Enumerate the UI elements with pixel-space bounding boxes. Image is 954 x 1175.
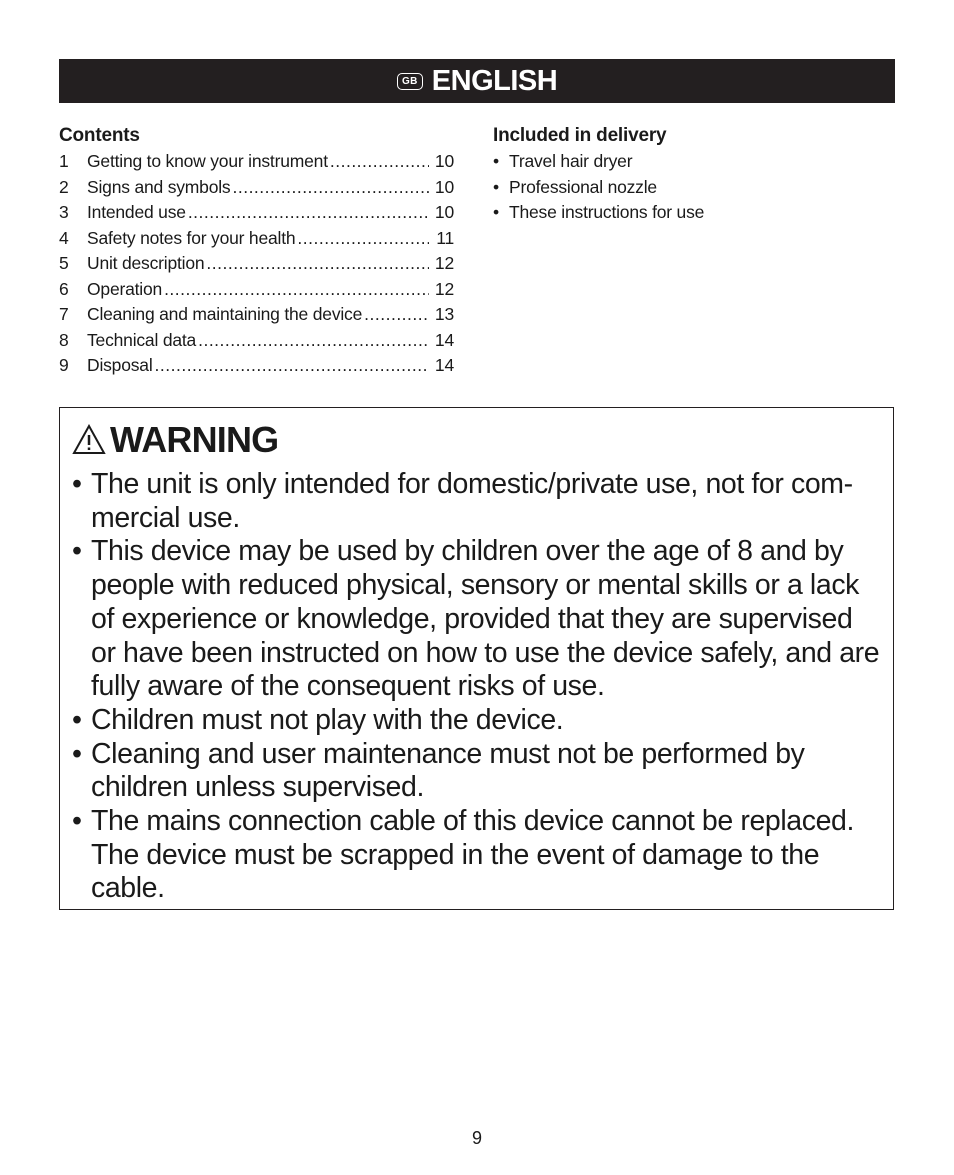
toc-item-label: Operation [87,278,163,299]
toc-item [59,175,454,201]
table-of-contents [59,123,454,379]
toc-item-page: 12 [434,253,454,273]
bullet-icon: • [72,805,82,838]
toc-leader-dots [297,226,429,252]
language-badge: GB [397,73,423,90]
toc-item-page: 14 [434,355,454,375]
toc-item-label: Getting to know your instrument [87,151,328,171]
bullet-icon: • [72,535,82,568]
warning-item [72,805,884,906]
toc-item-page: 10 [434,176,454,197]
toc-item-label: Disposal [87,355,153,375]
warning-triangle-icon [72,424,106,456]
toc-item-number: 8 [59,329,69,350]
toc-item-label: Intended use [87,202,186,222]
toc-leader-dots [364,302,429,328]
toc-item-number: 3 [59,202,69,222]
toc-item [59,200,454,226]
toc-leader-dots [155,353,429,379]
toc-item-page: 11 [436,227,454,248]
warning-list [72,468,884,906]
toc-item-page: 10 [434,202,454,222]
toc-item-page: 10 [434,151,454,171]
warning-item [72,535,884,704]
toc-item-label: Safety notes for your health [87,227,296,248]
toc-leader-dots [232,175,429,201]
toc-leader-dots [206,251,429,277]
warning-item [72,738,884,805]
toc-leader-dots [330,149,429,175]
toc-leader-dots [188,200,429,226]
warning-item-text: The unit is only intended for domestic/private use, not for com-mercial use. [91,468,853,534]
toc-item-number: 9 [59,355,69,375]
toc-item [59,328,454,354]
bullet-icon: • [493,176,499,197]
warning-box [59,407,894,910]
language-title: ENGLISH [431,64,558,97]
toc-item-number: 2 [59,176,69,197]
warning-item-text: Children must not play with the device. [91,703,564,736]
toc-item-page: 14 [434,329,454,350]
toc-item [59,353,454,379]
toc-item-number: 4 [59,227,69,248]
delivery-item [493,200,833,226]
warning-item-text: The mains connection cable of this device cannot be replaced. The device must be scrapped in the event of damage to the cable. [91,805,854,905]
delivery-item-label: These instructions for use [509,202,705,222]
toc-item-number: 1 [59,151,69,171]
warning-item [72,704,884,738]
toc-item [59,226,454,252]
toc-leader-dots [198,328,429,354]
bullet-icon: • [72,737,82,770]
delivery-item-label: Travel hair dryer [509,151,633,171]
delivery-item [493,149,833,175]
toc-item-label: Cleaning and maintaining the device [87,304,363,324]
toc-item-number: 7 [59,304,69,324]
toc-item-page: 13 [434,304,454,324]
warning-heading [72,420,278,460]
toc-item [59,251,454,277]
bullet-icon: • [72,468,82,500]
bullet-icon: • [72,703,82,736]
toc-item-number: 5 [59,253,69,273]
warning-item-text: This device may be used by children over the age of 8 and by people with reduced physical, sensory or mental skills or a lack of experience or knowledge, provided that they are supervised or have been instructed on how to use the device safely, and are fully aware of the consequent risks of use. [91,535,880,703]
toc-item-label: Signs and symbols [87,176,231,197]
toc-item [59,277,454,303]
delivery-item [493,175,833,201]
contents-heading: Contents [59,125,140,146]
toc-item [59,149,454,175]
bullet-icon: • [493,151,499,171]
toc-item [59,302,454,328]
warning-item [72,468,884,535]
warning-title: WARNING [110,419,279,460]
page-number: 9 [471,1128,482,1148]
toc-item-label: Technical data [87,329,197,350]
toc-item-number: 6 [59,278,69,299]
toc-leader-dots [164,277,429,303]
included-in-delivery [493,123,833,226]
language-header-bar [59,59,895,103]
bullet-icon: • [493,202,499,222]
toc-item-page: 12 [434,278,454,299]
warning-item-text: Cleaning and user maintenance must not be performed by children unless supervised. [91,737,805,804]
delivery-heading: Included in delivery [493,125,667,146]
toc-item-label: Unit description [87,253,205,273]
delivery-item-label: Professional nozzle [509,176,657,197]
